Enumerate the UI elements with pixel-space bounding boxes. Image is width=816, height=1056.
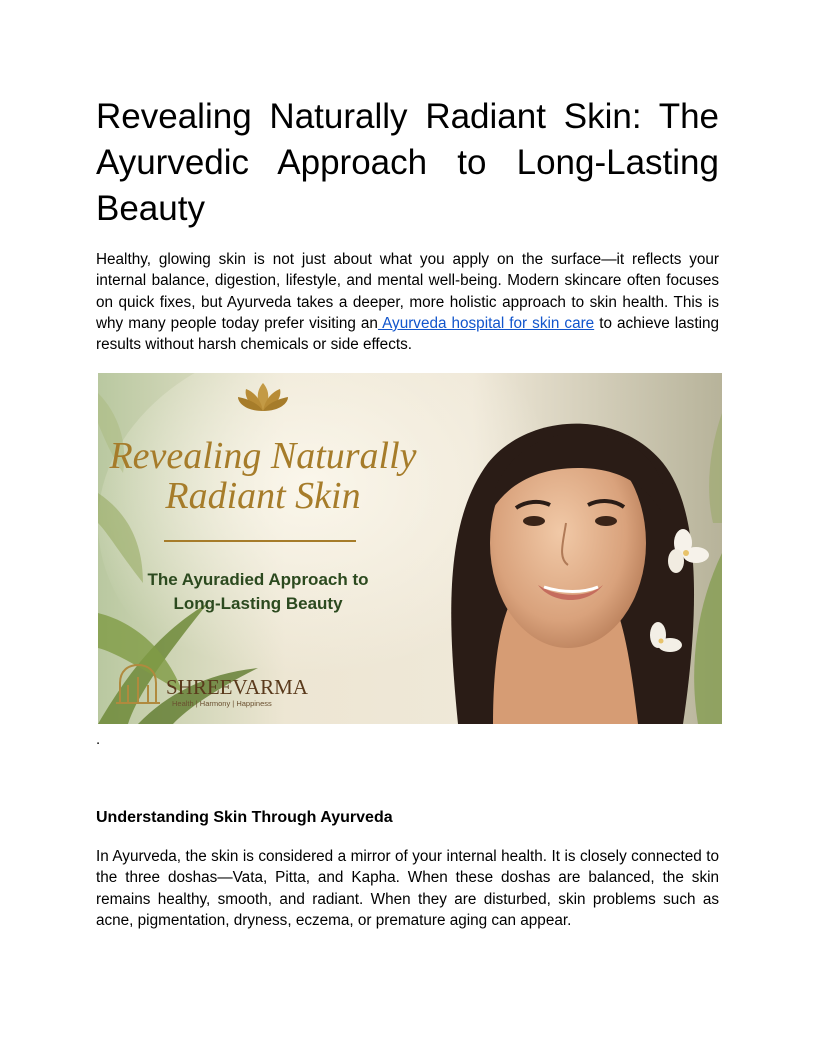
section-paragraph: In Ayurveda, the skin is considered a mirror of your internal health. It is closely connected to the three doshas—Vata, Pitta, and Kapha. When these doshas are balanced, the skin remains healthy, smooth, and radiant. When they are disturbed, skin problems such as acne, pigmentation, dryness, eczema, or premature aging can appear. (96, 848, 719, 929)
brand-tagline: Health | Harmony | Happiness (172, 699, 272, 708)
hero-image (98, 373, 722, 724)
article-title: Revealing Naturally Radiant Skin: The Ayurvedic Approach to Long-Lasting Beauty (96, 97, 719, 228)
after-image-dot: . (96, 731, 101, 748)
hero-headline-line2: Radiant Skin (165, 475, 361, 517)
brand-name: SHREEVARMA (166, 675, 308, 699)
intro-text-end: to achieve lasting results without harsh chemicals or side effects. (96, 314, 719, 354)
hero-headline-line1: Revealing Naturally (109, 435, 417, 477)
hero-subheadline-line1: The Ayuradied Approach to (147, 570, 369, 589)
intro-paragraph (96, 249, 719, 355)
intro-text: Healthy, glowing skin is not just about what you apply on the surface—it reflects your internal balance, digestion, lifestyle, and mental well-being. Modern skincare often focuses on quick fixes, but Ayurveda takes a deeper, more holistic approach to skin health. This is why many people today prefer visiting an (96, 251, 719, 332)
ayurveda-hospital-link[interactable]: Ayurveda hospital for skin care (377, 314, 595, 332)
section-heading: Understanding Skin Through Ayurveda (96, 809, 393, 826)
hero-subheadline-line2: Long-Lasting Beauty (173, 594, 343, 613)
